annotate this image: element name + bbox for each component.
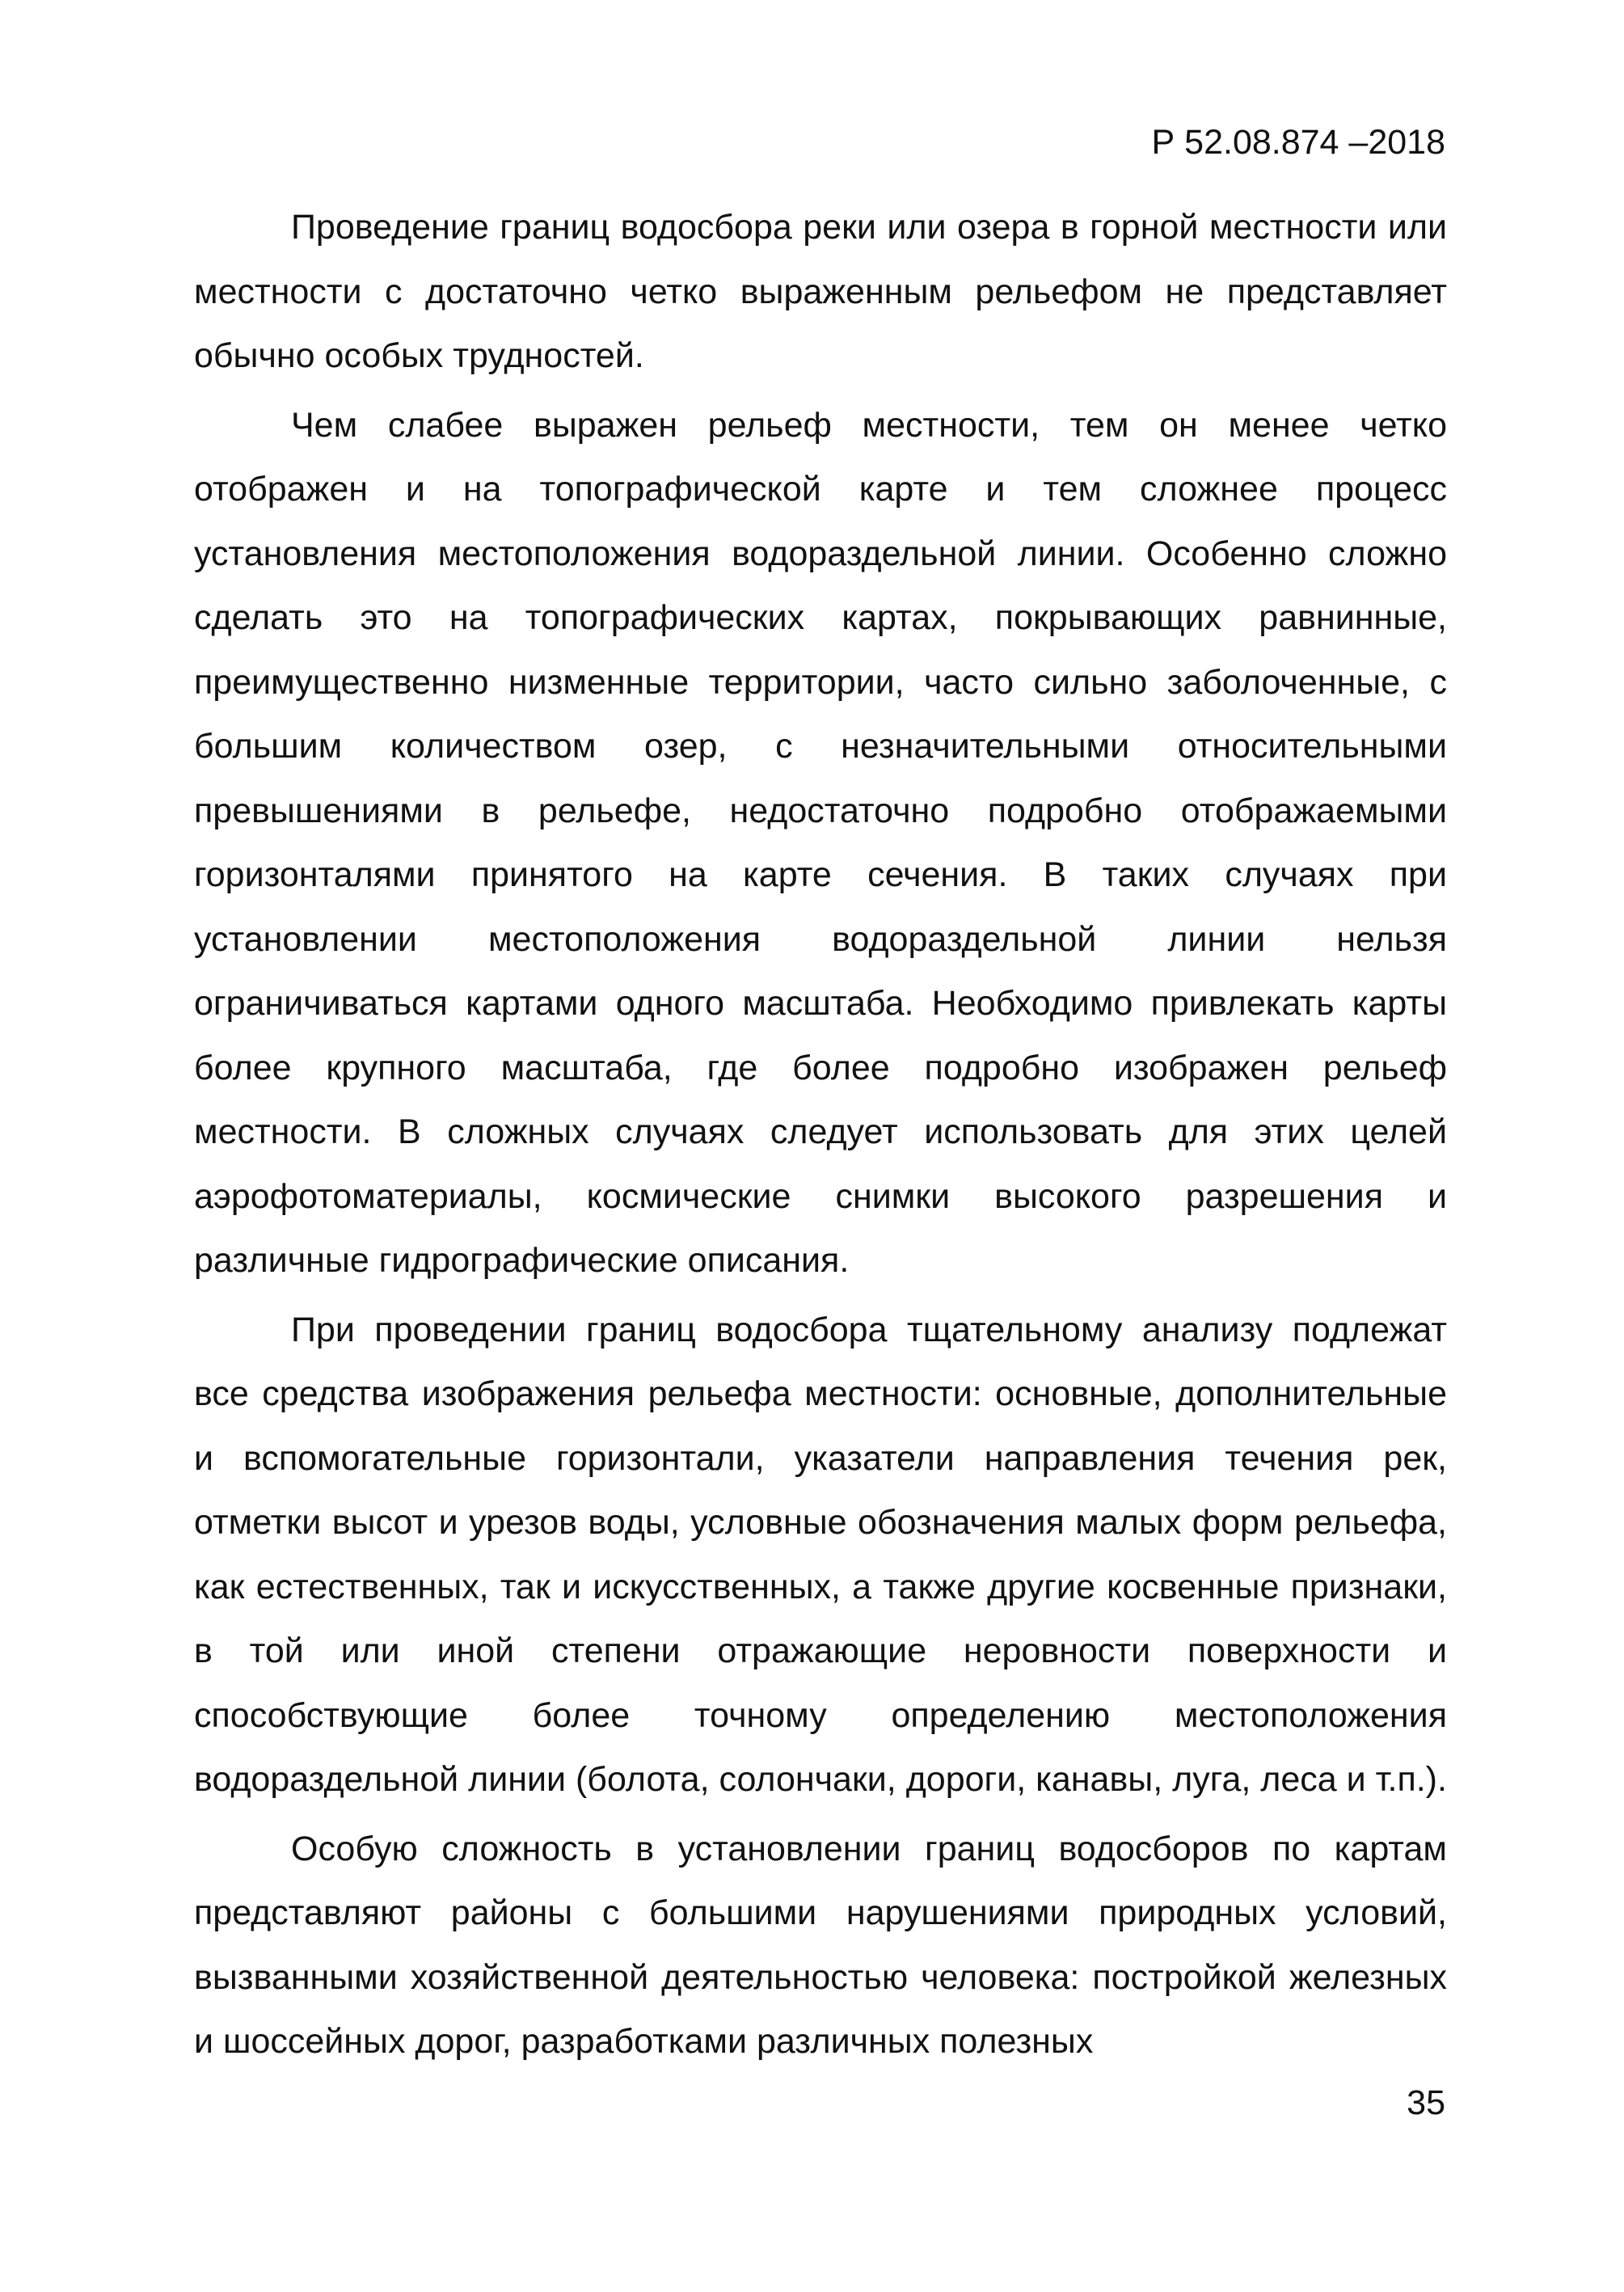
document-code: Р 52.08.874 –2018 <box>1151 123 1445 162</box>
page-number: 35 <box>1407 2083 1445 2122</box>
document-body <box>194 196 1447 2079</box>
paragraph-3: При проведении границ водосбора тщательному анализу подлежат все средства изображения рельефа местности: основные, дополнительные и вспомогательные горизонтали, указатели направления течения рек, отметки высот и урезов воды, условные обозначения малых форм рельефа, как естественных, так и искусственных, а также другие косвенные признаки, в той или иной степени отражающие неровности поверхности и способствующие более точному определению местоположения водораздельной линии (болота, солончаки, дороги, канавы, луга, леса и т.п.). <box>194 1310 1447 1799</box>
paragraph-2: Чем слабее выражен рельеф местности, тем он менее четко отображен и на топографической карте и тем сложнее процесс установления местоположения водораздельной линии. Особенно сложно сделать это на топографических картах, покрывающих равнинные, преимущественно низменные территории, часто сильно заболоченные, с большим количеством озер, с незначительными относительными превышениями в рельефе, недостаточно подробно отображаемыми горизонталями принятого на карте сечения. В таких случаях при установлении местоположения водораздельной линии нельзя ограничиваться картами одного масштаба. Необходимо привлекать карты более крупного масштаба, где более подробно изображен рельеф местности. В сложных случаях следует использовать для этих целей аэрофотоматериалы, космические снимки высокого разрешения и различные гидрографические описания. <box>194 405 1447 1280</box>
paragraph-1: Проведение границ водосбора реки или озера в горной местности или местности с достаточно четко выраженным рельефом не представляет обычно особых трудностей. <box>194 208 1447 375</box>
paragraph-4: Особую сложность в установлении границ водосборов по картам представляют районы с большими нарушениями природных условий, вызванными хозяйственной деятельностью человека: постройкой железных и шоссейных дорог, разработками различных полезных <box>194 1829 1447 2061</box>
